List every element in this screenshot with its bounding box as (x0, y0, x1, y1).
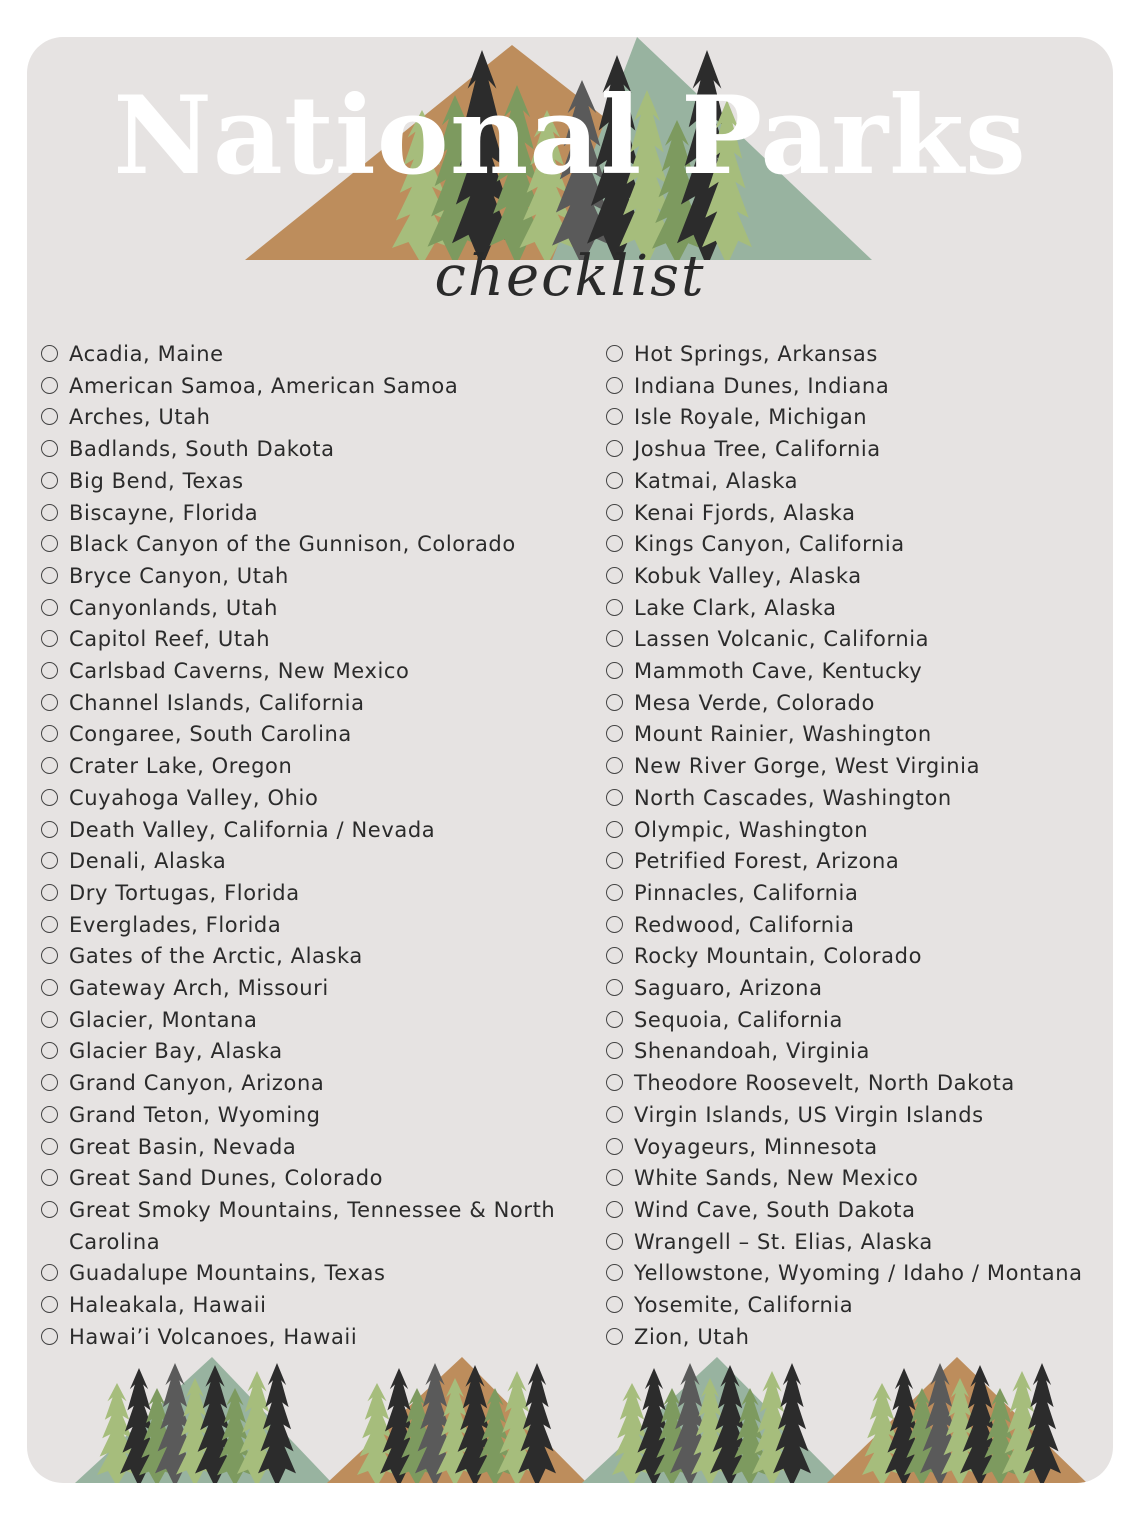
checklist-item[interactable] (604, 1227, 1109, 1259)
checklist-item-label: Petrified Forest, Arizona (634, 849, 900, 874)
circle-checkbox-icon[interactable] (606, 1138, 623, 1155)
checklist-item[interactable] (604, 719, 1109, 751)
checklist-item[interactable] (604, 846, 1109, 878)
checklist-item-label: Arches, Utah (69, 405, 211, 430)
checklist-item-label: Hot Springs, Arkansas (634, 342, 878, 366)
checklist-item[interactable] (39, 846, 579, 878)
checklist-item-label: Joshua Tree, California (634, 437, 881, 462)
checklist-item[interactable] (604, 498, 1109, 530)
checklist-item[interactable] (39, 1100, 579, 1132)
page-subtitle: checklist (434, 244, 706, 309)
checklist-item-label: Channel Islands, California (69, 690, 365, 715)
checklist-item[interactable] (39, 1132, 579, 1164)
circle-checkbox-icon[interactable] (606, 567, 623, 584)
checklist-item[interactable] (39, 910, 579, 942)
circle-checkbox-icon[interactable] (606, 694, 623, 711)
checklist-item-label: White Sands, New Mexico (634, 1166, 919, 1191)
circle-checkbox-icon[interactable] (41, 694, 58, 711)
checklist-item[interactable] (39, 656, 579, 688)
checklist-item-label: Olympic, Washington (634, 817, 869, 842)
checklist-item-label: Dry Tortugas, Florida (69, 880, 300, 905)
circle-checkbox-icon[interactable] (41, 1296, 58, 1313)
checklist-item-label: North Cascades, Washington (634, 785, 952, 810)
checklist-item-label: Redwood, California (634, 912, 855, 937)
checklist-item[interactable] (604, 402, 1109, 434)
checklist-item[interactable] (604, 434, 1109, 466)
checklist-item-label: Acadia, Maine (69, 342, 224, 366)
checklist-item[interactable] (604, 1068, 1109, 1100)
checklist-item[interactable] (604, 1163, 1109, 1195)
checklist-item[interactable] (39, 624, 579, 656)
circle-checkbox-icon[interactable] (41, 599, 58, 616)
circle-checkbox-icon[interactable] (41, 1201, 58, 1218)
circle-checkbox-icon[interactable] (606, 1233, 623, 1250)
checklist-item[interactable] (604, 466, 1109, 498)
checklist-item-label: Guadalupe Mountains, Texas (69, 1261, 386, 1286)
circle-checkbox-icon[interactable] (41, 725, 58, 742)
checklist-item-label: Death Valley, California / Nevada (69, 817, 436, 842)
checklist-item-label: Congaree, South Carolina (69, 722, 352, 747)
checklist-item-label: Mammoth Cave, Kentucky (634, 659, 923, 684)
circle-checkbox-icon[interactable] (41, 535, 58, 552)
checklist-item[interactable] (39, 339, 579, 371)
checklist-item[interactable] (604, 1005, 1109, 1037)
circle-checkbox-icon[interactable] (606, 1169, 623, 1186)
checklist-item[interactable] (604, 1290, 1109, 1322)
checklist-item-label: Biscayne, Florida (69, 500, 259, 525)
checklist-item[interactable] (604, 1100, 1109, 1132)
checklist-item-label: Everglades, Florida (69, 912, 282, 937)
checklist-item[interactable] (39, 1005, 579, 1037)
circle-checkbox-icon[interactable] (41, 408, 58, 425)
circle-checkbox-icon[interactable] (41, 852, 58, 869)
checklist-item-label: Wrangell – St. Elias, Alaska (634, 1229, 933, 1254)
checklist-item-label: Denali, Alaska (69, 849, 227, 874)
checklist-card (27, 37, 1113, 1483)
checklist-item-label: American Samoa, American Samoa (69, 373, 459, 398)
circle-checkbox-icon[interactable] (606, 535, 623, 552)
checklist-item[interactable] (39, 561, 579, 593)
checklist-item-label: Isle Royale, Michigan (634, 405, 868, 430)
checklist-item-label: Capitol Reef, Utah (69, 627, 271, 652)
checklist-item-label: Big Bend, Texas (69, 468, 244, 493)
circle-checkbox-icon[interactable] (41, 662, 58, 679)
circle-checkbox-icon[interactable] (41, 947, 58, 964)
circle-checkbox-icon[interactable] (606, 789, 623, 806)
circle-checkbox-icon[interactable] (41, 916, 58, 933)
checklist-item[interactable] (604, 751, 1109, 783)
checklist-item-label: Yellowstone, Wyoming / Idaho / Montana (634, 1261, 1083, 1286)
circle-checkbox-icon[interactable] (41, 884, 58, 901)
circle-checkbox-icon[interactable] (41, 377, 58, 394)
checklist-item-label: Virgin Islands, US Virgin Islands (634, 1102, 984, 1127)
checklist-item[interactable] (39, 1290, 579, 1322)
checklist-item-label: Wind Cave, South Dakota (634, 1197, 916, 1222)
circle-checkbox-icon[interactable] (606, 440, 623, 457)
checklist-item[interactable] (604, 1195, 1109, 1227)
circle-checkbox-icon[interactable] (606, 1201, 623, 1218)
checklist-item-label: Canyonlands, Utah (69, 595, 279, 620)
checklist-item-label: Katmai, Alaska (634, 468, 799, 493)
checklist-item[interactable] (604, 624, 1109, 656)
checklist-item[interactable] (39, 815, 579, 847)
circle-checkbox-icon[interactable] (606, 472, 623, 489)
checklist-item-label: Great Sand Dunes, Colorado (69, 1166, 384, 1191)
circle-checkbox-icon[interactable] (41, 789, 58, 806)
circle-checkbox-icon[interactable] (41, 1169, 58, 1186)
circle-checkbox-icon[interactable] (606, 884, 623, 901)
circle-checkbox-icon[interactable] (606, 1264, 623, 1281)
checklist-item-label: Hawai’i Volcanoes, Hawaii (69, 1324, 358, 1349)
checklist-item[interactable] (604, 910, 1109, 942)
checklist-item[interactable] (39, 529, 579, 561)
checklist-item-label: Glacier Bay, Alaska (69, 1039, 283, 1064)
checklist-item[interactable] (39, 1258, 579, 1290)
checklist-item[interactable] (39, 783, 579, 815)
checklist-item[interactable] (39, 498, 579, 530)
circle-checkbox-icon[interactable] (41, 345, 58, 362)
checklist-item-label: Glacier, Montana (69, 1007, 258, 1032)
checklist-item[interactable] (604, 1258, 1109, 1290)
checklist-item-label: Indiana Dunes, Indiana (634, 373, 890, 398)
checklist-item[interactable] (39, 751, 579, 783)
circle-checkbox-icon[interactable] (606, 979, 623, 996)
circle-checkbox-icon[interactable] (606, 1042, 623, 1059)
checklist-item-label: Mesa Verde, Colorado (634, 690, 875, 715)
circle-checkbox-icon[interactable] (606, 947, 623, 964)
page-title: National Parks (113, 73, 1027, 199)
checklist-item-label: Black Canyon of the Gunnison, Colorado (69, 532, 516, 557)
circle-checkbox-icon[interactable] (606, 1074, 623, 1091)
checklist-item[interactable] (604, 656, 1109, 688)
checklist-item[interactable] (604, 973, 1109, 1005)
checklist-item-label: Pinnacles, California (634, 880, 859, 905)
checklist-item-label: Badlands, South Dakota (69, 437, 335, 462)
checklist-item[interactable] (604, 878, 1109, 910)
circle-checkbox-icon[interactable] (606, 1106, 623, 1123)
checklist-item[interactable] (604, 783, 1109, 815)
checklist-item-label: Great Basin, Nevada (69, 1134, 297, 1159)
circle-checkbox-icon[interactable] (606, 1296, 623, 1313)
checklist-item[interactable] (39, 719, 579, 751)
checklist-item[interactable] (604, 529, 1109, 561)
checklist-item[interactable] (604, 815, 1109, 847)
circle-checkbox-icon[interactable] (41, 630, 58, 647)
checklist-item-label: Saguaro, Arizona (634, 976, 823, 1001)
checklist-item[interactable] (39, 1068, 579, 1100)
checklist-item-label: Grand Teton, Wyoming (69, 1102, 321, 1127)
checklist-item-label: New River Gorge, West Virginia (634, 754, 981, 779)
checklist-right-column (604, 339, 1109, 1354)
checklist-item[interactable] (39, 466, 579, 498)
circle-checkbox-icon[interactable] (606, 599, 623, 616)
circle-checkbox-icon[interactable] (606, 852, 623, 869)
checklist-item-label: Kings Canyon, California (634, 532, 905, 557)
checklist-item-label: Carlsbad Caverns, New Mexico (69, 659, 410, 684)
checklist-item[interactable] (604, 1036, 1109, 1068)
checklist-item[interactable] (39, 402, 579, 434)
checklist-item-label: Rocky Mountain, Colorado (634, 944, 923, 969)
circle-checkbox-icon[interactable] (41, 440, 58, 457)
circle-checkbox-icon[interactable] (41, 979, 58, 996)
checklist-item[interactable] (604, 941, 1109, 973)
circle-checkbox-icon[interactable] (606, 1011, 623, 1028)
checklist-item[interactable] (39, 371, 579, 403)
checklist-item-label: Mount Rainier, Washington (634, 722, 932, 747)
circle-checkbox-icon[interactable] (41, 1106, 58, 1123)
checklist-item-label: Gates of the Arctic, Alaska (69, 944, 363, 969)
checklist-item[interactable] (39, 593, 579, 625)
circle-checkbox-icon[interactable] (41, 1264, 58, 1281)
checklist-left-column (39, 339, 579, 1354)
checklist-item[interactable] (604, 561, 1109, 593)
checklist-item[interactable] (604, 371, 1109, 403)
circle-checkbox-icon[interactable] (606, 757, 623, 774)
circle-checkbox-icon[interactable] (606, 725, 623, 742)
circle-checkbox-icon[interactable] (606, 662, 623, 679)
checklist-item[interactable] (604, 593, 1109, 625)
circle-checkbox-icon[interactable] (606, 377, 623, 394)
checklist-item-label: Kobuk Valley, Alaska (634, 563, 862, 588)
checklist-item[interactable] (604, 1132, 1109, 1164)
checklist-item-label: Great Smoky Mountains, Tennessee & North Carolina (69, 1197, 556, 1254)
circle-checkbox-icon[interactable] (41, 567, 58, 584)
checklist-item-label: Haleakala, Hawaii (69, 1293, 267, 1318)
checklist-item[interactable] (39, 434, 579, 466)
checklist-item[interactable] (39, 1036, 579, 1068)
checklist-item-label: Lassen Volcanic, California (634, 627, 930, 652)
circle-checkbox-icon[interactable] (41, 504, 58, 521)
circle-checkbox-icon[interactable] (606, 504, 623, 521)
circle-checkbox-icon[interactable] (606, 630, 623, 647)
circle-checkbox-icon[interactable] (606, 408, 623, 425)
checklist-item-label: Yosemite, California (634, 1293, 854, 1318)
circle-checkbox-icon[interactable] (41, 821, 58, 838)
checklist-item-label: Kenai Fjords, Alaska (634, 500, 856, 525)
circle-checkbox-icon[interactable] (41, 1011, 58, 1028)
checklist-item-label: Shenandoah, Virginia (634, 1039, 870, 1064)
checklist-item[interactable] (39, 973, 579, 1005)
circle-checkbox-icon[interactable] (41, 757, 58, 774)
checklist-item-label: Zion, Utah (634, 1324, 750, 1349)
checklist-item-label: Crater Lake, Oregon (69, 754, 293, 779)
circle-checkbox-icon[interactable] (41, 1042, 58, 1059)
checklist-item-label: Bryce Canyon, Utah (69, 563, 289, 588)
circle-checkbox-icon[interactable] (41, 1074, 58, 1091)
checklist-item[interactable] (604, 688, 1109, 720)
circle-checkbox-icon[interactable] (606, 916, 623, 933)
checklist-item[interactable] (39, 1195, 579, 1258)
mountain-forest-border (27, 1337, 1113, 1483)
checklist-item-label: Lake Clark, Alaska (634, 595, 837, 620)
checklist-item[interactable] (604, 339, 1109, 371)
circle-checkbox-icon[interactable] (606, 345, 623, 362)
checklist-item-label: Grand Canyon, Arizona (69, 1071, 325, 1096)
circle-checkbox-icon[interactable] (41, 1138, 58, 1155)
checklist-item[interactable] (39, 878, 579, 910)
checklist-item-label: Gateway Arch, Missouri (69, 976, 329, 1001)
circle-checkbox-icon[interactable] (41, 472, 58, 489)
checklist-item-label: Theodore Roosevelt, North Dakota (634, 1071, 1015, 1096)
checklist-item-label: Cuyahoga Valley, Ohio (69, 785, 319, 810)
checklist-item-label: Voyageurs, Minnesota (634, 1134, 878, 1159)
checklist-item-label: Sequoia, California (634, 1007, 843, 1032)
checklist-item[interactable] (39, 941, 579, 973)
checklist-item[interactable] (39, 688, 579, 720)
checklist-item[interactable] (39, 1163, 579, 1195)
circle-checkbox-icon[interactable] (606, 821, 623, 838)
